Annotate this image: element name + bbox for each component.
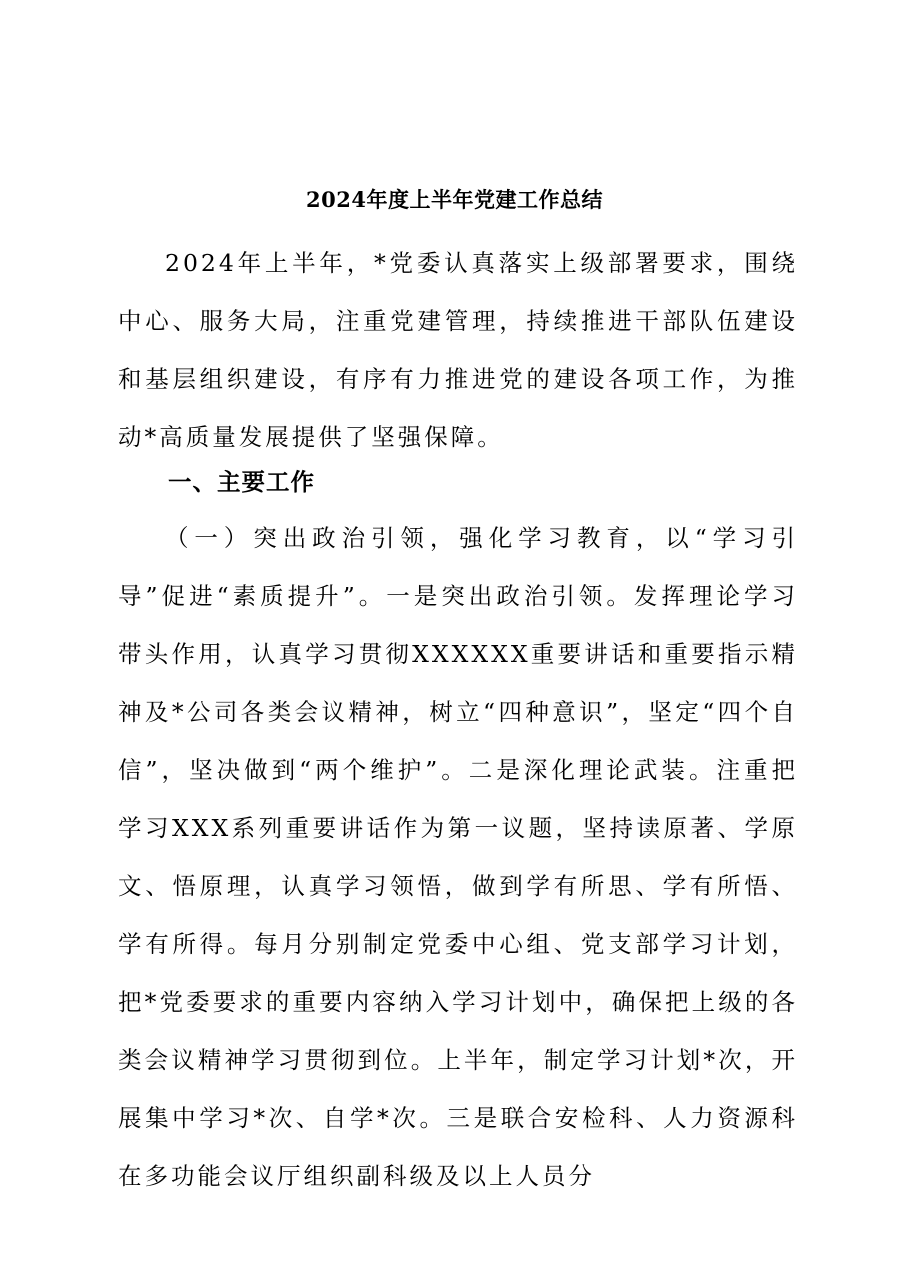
intro-paragraph: 2024年上半年，*党委认真落实上级部署要求，围绕中心、服务大局，注重党建管理，持续推进干部队伍建设和基层组织建设，有序有力推进党的建设各项工作，为推动*高质量发展提供了坚强保障。	[118, 249, 798, 451]
section-paragraph-political-guidance: （一）突出政治引领，强化学习教育，以“学习引导”促进“素质提升”。一是突出政治引领。发挥理论学习带头作用，认真学习贯彻XXXXXX重要讲话和重要指示精神及*公司各类会议精神，树立“四种意识”，坚定“四个自信”，坚决做到“两个维护”。二是深化理论武装。注重把学习XXX系列重要讲话作为第一议题，坚持读原著、学原文、悟原理，认真学习领悟，做到学有所思、学有所悟、学有所得。每月分别制定党委中心组、党支部学习计划，把*党委要求的重要内容纳入学习计划中，确保把上级的各类会议精神学习贯彻到位。上半年，制定学习计划*次，开展集中学习*次、自学*次。三是联合安检科、人力资源科在多功能会议厅组织副科级及以上人员分	[118, 524, 798, 1190]
section-heading-main-work: 一、主要工作	[168, 468, 315, 496]
document-title: 2024年度上半年党建工作总结	[306, 187, 603, 213]
